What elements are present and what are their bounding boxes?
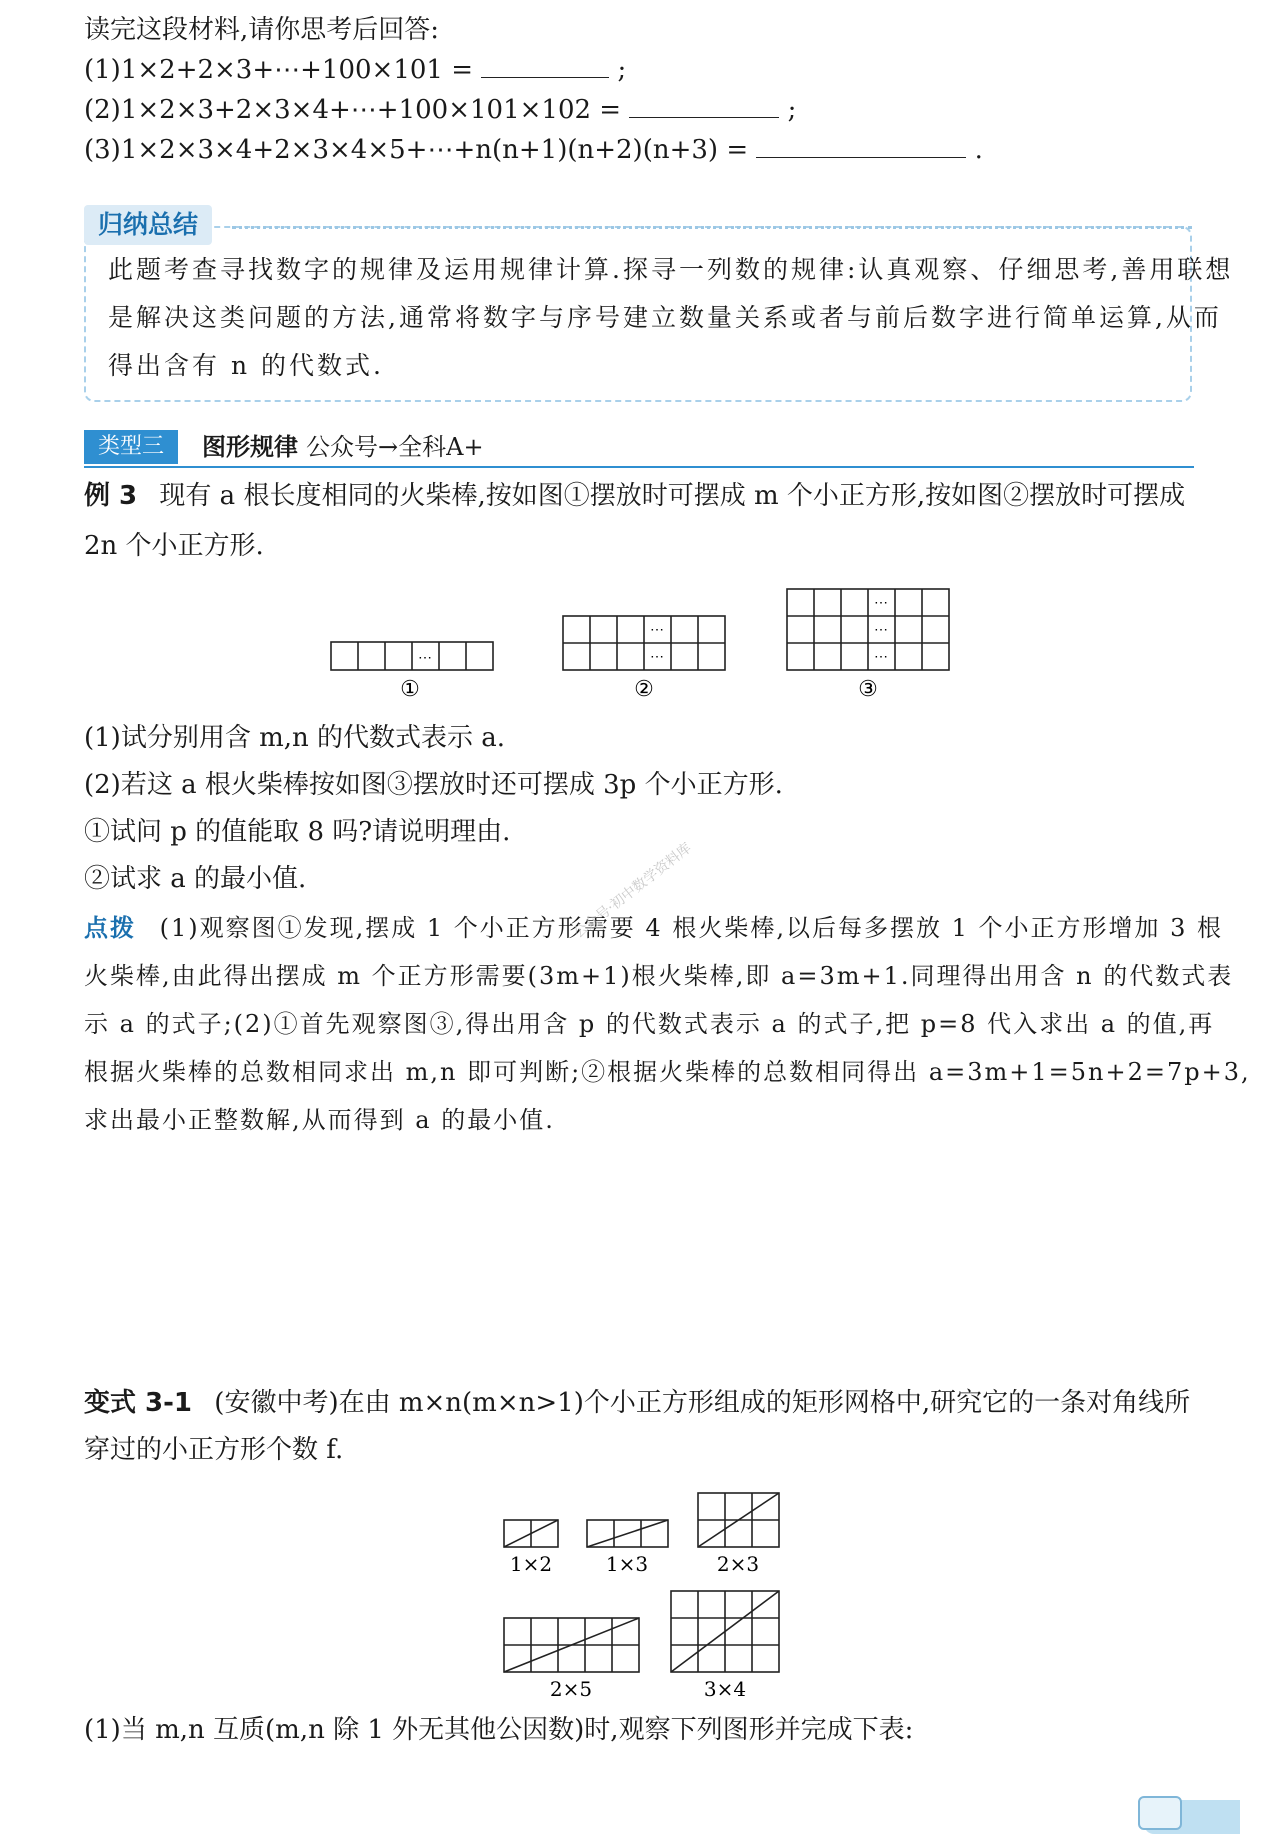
figure-3 (787, 589, 949, 670)
question-2-text: (2)1×2×3+2×3×4+⋯+100×101×102 = (84, 95, 622, 125)
hint-text-1: (1)观察图①发现,摆成 1 个小正方形需要 4 根火柴棒,以后每多摆放 1 个小正方形增加 3 根 (159, 914, 1224, 942)
figure-2-label: ② (634, 677, 654, 702)
hint-line-1 (84, 910, 1223, 946)
example-3-line-1 (84, 478, 1185, 514)
example-3-line-2: 2n 个小正方形. (84, 531, 264, 561)
question-1-text: (1)1×2+2×3+⋯+100×101 = (84, 55, 474, 85)
answer-blank-3[interactable] (756, 135, 966, 158)
grid-2x3 (698, 1493, 779, 1547)
figure-3-label: ③ (858, 677, 878, 702)
intro-text: 读完这段材料,请你思考后回答: (84, 15, 440, 45)
question-2-end: ; (787, 95, 797, 125)
summary-divider (232, 226, 1192, 229)
variant-text: (安徽中考)在由 m×n(m×n>1)个小正方形组成的矩形网格中,研究它的一条对角线所 (214, 1388, 1191, 1418)
section-tag: 类型三 (84, 430, 178, 464)
variant-line-2: 穿过的小正方形个数 f. (84, 1435, 344, 1465)
summary-line-1: 此题考查寻找数字的规律及运用规律计算.探寻一列数的规律:认真观察、仔细思考,善用联想 (108, 255, 1234, 284)
section-heading (84, 428, 1194, 468)
grid-2x3-label: 2×3 (716, 1552, 760, 1576)
hint-line-2: 火柴棒,由此得出摆成 m 个正方形需要(3m+1)根火柴棒,即 a=3m+1.同理得出用含 n 的代数式表 (84, 962, 1234, 990)
question-2 (84, 92, 796, 128)
grid-1x3 (587, 1520, 668, 1547)
figure-3-ellipsis-3: ⋯ (874, 649, 888, 665)
figure-3-ellipsis-1: ⋯ (874, 595, 888, 611)
watermark: 公众号·初中数学资料库 (571, 840, 695, 942)
grid-1x3-label: 1×3 (605, 1552, 649, 1576)
figure-1-ellipsis: ⋯ (418, 650, 432, 666)
question-1-end: ; (617, 55, 627, 85)
question-3-text: (3)1×2×3×4+2×3×4×5+⋯+n(n+1)(n+2)(n+3) = (84, 135, 749, 165)
answer-blank-2[interactable] (629, 95, 779, 118)
figure-2-ellipsis-top: ⋯ (650, 622, 664, 638)
grid-2x5 (504, 1618, 639, 1672)
variant-line-1 (84, 1385, 1190, 1421)
question-3-end: . (974, 135, 983, 165)
grid-3x4-label: 3×4 (703, 1677, 747, 1701)
summary-line-2: 是解决这类问题的方法,通常将数字与序号建立数量关系或者与前后数字进行简单运算,从而 (108, 303, 1222, 332)
example-3-text: 现有 a 根长度相同的火柴棒,按如图①摆放时可摆成 m 个小正方形,按如图②摆放时可摆成 (159, 481, 1186, 511)
grid-2x5-label: 2×5 (549, 1677, 593, 1701)
hint-line-5: 求出最小正整数解,从而得到 a 的最小值. (84, 1106, 555, 1134)
variant-label: 变式 3-1 (84, 1388, 193, 1418)
variant-question-1: (1)当 m,n 互质(m,n 除 1 外无其他公因数)时,观察下列图形并完成下表: (84, 1715, 914, 1745)
figure-3-ellipsis-2: ⋯ (874, 622, 888, 638)
answer-blank-1[interactable] (481, 55, 609, 78)
example-3-part-2a: ①试问 p 的值能取 8 吗?请说明理由. (84, 817, 511, 847)
diagonal-grids (0, 1480, 1280, 1720)
example-3-part-2: (2)若这 a 根火柴棒按如图③摆放时还可摆成 3p 个小正方形. (84, 770, 783, 800)
summary-tag: 归纳总结 (84, 205, 212, 245)
summary-line-3: 得出含有 n 的代数式. (108, 351, 384, 380)
hint-line-4: 根据火柴棒的总数相同求出 m,n 即可判断;②根据火柴棒的总数相同得出 a=3m+1=5n+2=7p+3, (84, 1058, 1251, 1086)
figure-1-label: ① (400, 677, 420, 702)
example-3-part-1: (1)试分别用含 m,n 的代数式表示 a. (84, 723, 506, 753)
question-3 (84, 132, 983, 168)
figure-1 (331, 642, 493, 670)
grid-1x2-label: 1×2 (509, 1552, 553, 1576)
page-number-box (1138, 1796, 1182, 1830)
example-3-label: 例 3 (84, 481, 138, 511)
matchstick-figures (0, 570, 1280, 710)
grid-1x2 (504, 1520, 558, 1547)
section-underline (84, 466, 1194, 468)
grid-3x4 (671, 1591, 779, 1672)
figure-2-ellipsis-bottom: ⋯ (650, 649, 664, 665)
section-title: 图形规律 (202, 433, 298, 461)
hint-label: 点拨 (84, 914, 136, 942)
figure-2 (563, 616, 725, 670)
question-1 (84, 52, 626, 88)
example-3-part-2b: ②试求 a 的最小值. (84, 864, 307, 894)
section-note: 公众号→全科A+ (306, 433, 484, 461)
hint-line-3: 示 a 的式子;(2)①首先观察图③,得出用含 p 的代数式表示 a 的式子,把 p=8 代入求出 a 的值,再 (84, 1010, 1215, 1038)
